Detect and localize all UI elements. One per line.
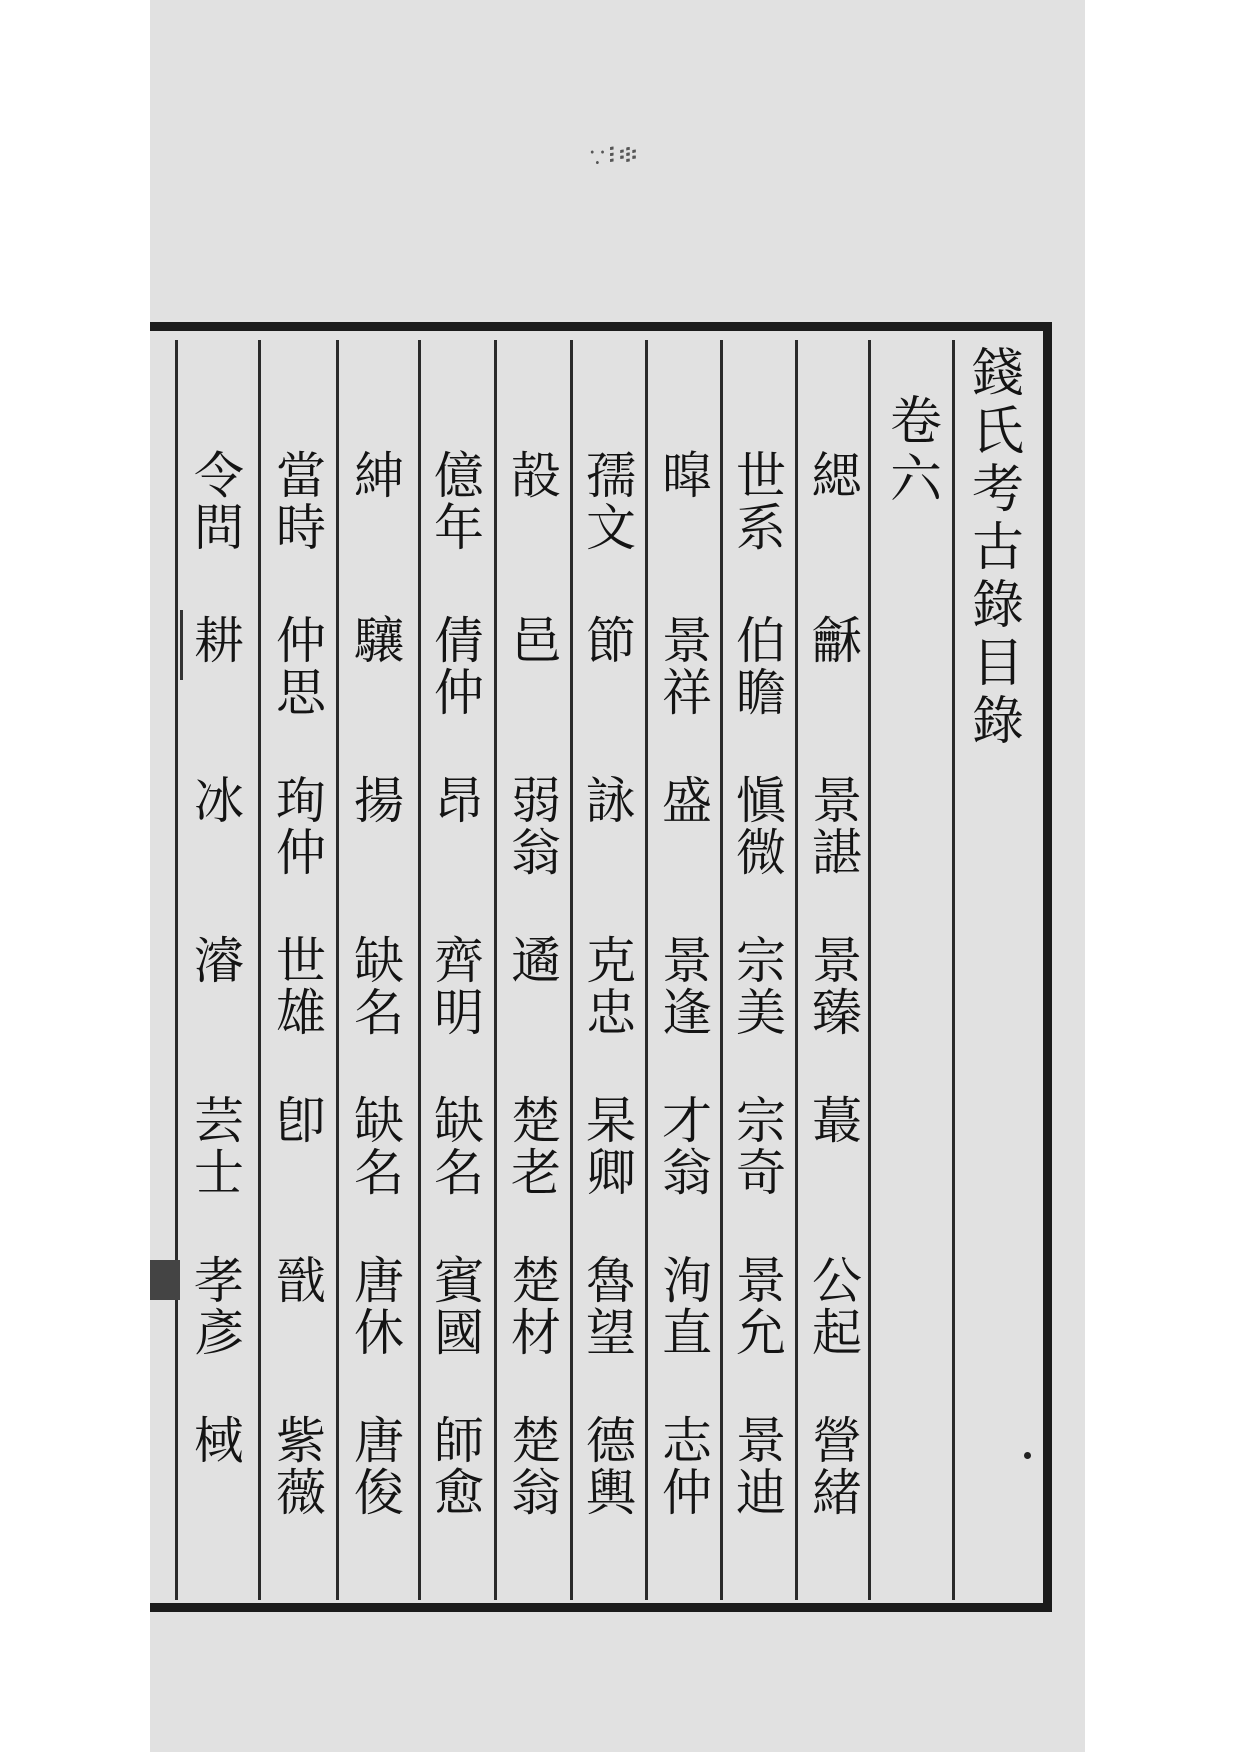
contents-entry: 蕞 (812, 1092, 862, 1150)
contents-entry: 紫 薇 (276, 1412, 326, 1522)
contents-entry: 珣 仲 (276, 772, 326, 882)
divider-line (952, 340, 955, 1600)
fold-margin-block (150, 1260, 180, 1300)
contents-entry: 弱 翁 (511, 772, 561, 882)
contents-entry: 揚 (354, 772, 404, 830)
contents-entry: 景 臻 (812, 932, 862, 1042)
contents-entry: 德 輿 (586, 1412, 636, 1522)
contents-entry: 公 起 (812, 1252, 862, 1362)
contents-entry: 龢 (812, 612, 862, 670)
contents-entry: 芸 士 (194, 1092, 244, 1202)
contents-entry: 伯 瞻 (736, 612, 786, 722)
contents-entry: 仲 思 (276, 612, 326, 722)
contents-entry: 景 諶 (812, 772, 862, 882)
contents-column (420, 355, 498, 1595)
document-title: 錢 氏 考 古 錄 目 錄 (971, 344, 1024, 752)
contents-entry: 㱿 (511, 447, 561, 505)
contents-entry: 孝 彥 (194, 1252, 244, 1362)
contents-entry: 缺 名 (354, 932, 404, 1042)
contents-entry: 景 祥 (662, 612, 712, 722)
contents-entry: 杲 卿 (586, 1092, 636, 1202)
contents-entry: 唐 俊 (354, 1412, 404, 1522)
contents-entry: 倩 仲 (434, 612, 484, 722)
ink-dot (1024, 1452, 1031, 1459)
volume-heading: 卷 六 (889, 392, 942, 510)
contents-entry: 缺 名 (434, 1092, 484, 1202)
contents-entry: 世 系 (736, 447, 786, 557)
contents-entry: 景 允 (736, 1252, 786, 1362)
contents-entry: 世 雄 (276, 932, 326, 1042)
contents-entry: 宗 奇 (736, 1092, 786, 1202)
contents-entry: 令 問 (194, 447, 244, 557)
contents-entry: 宗 美 (736, 932, 786, 1042)
contents-entry: 節 (586, 612, 636, 670)
contents-entry: 戩 (276, 1252, 326, 1310)
contents-column (722, 355, 800, 1595)
contents-entry: 營 緒 (812, 1412, 862, 1522)
contents-column (262, 355, 340, 1595)
contents-entry: 景 迪 (736, 1412, 786, 1522)
contents-column (648, 355, 726, 1595)
contents-entry: 紳 (354, 447, 404, 505)
contents-entry: 冰 (194, 772, 244, 830)
divider-line (258, 340, 261, 1600)
contents-entry: 邑 (511, 612, 561, 670)
contents-entry: 緦 (812, 447, 862, 505)
contents-entry: 昂 (434, 772, 484, 830)
contents-entry: 缺 名 (354, 1092, 404, 1202)
contents-entry: 當 時 (276, 447, 326, 557)
contents-entry: 愼 微 (736, 772, 786, 882)
contents-entry: 濬 (194, 932, 244, 990)
contents-column (180, 355, 258, 1595)
contents-entry: 志 仲 (662, 1412, 712, 1522)
contents-column (572, 355, 650, 1595)
contents-entry: 遹 (511, 932, 561, 990)
contents-entry: 師 愈 (434, 1412, 484, 1522)
contents-column (497, 355, 575, 1595)
contents-entry: 克 忠 (586, 932, 636, 1042)
contents-entry: 孺 文 (586, 447, 636, 557)
contents-entry: 楚 材 (511, 1252, 561, 1362)
contents-entry: 楚 翁 (511, 1412, 561, 1522)
contents-entry: 唐 休 (354, 1252, 404, 1362)
contents-entry: 賓 國 (434, 1252, 484, 1362)
contents-entry: 景 逢 (662, 932, 712, 1042)
contents-column (798, 355, 876, 1595)
top-smudge-mark: ∵፧፨ (590, 140, 642, 170)
contents-entry: 詠 (586, 772, 636, 830)
contents-entry: 盛 (662, 772, 712, 830)
contents-entry: 洵 直 (662, 1252, 712, 1362)
divider-line (175, 340, 178, 1600)
contents-entry: 棫 (194, 1412, 244, 1470)
contents-column (340, 355, 418, 1595)
contents-entry: 耕 (194, 612, 244, 670)
contents-entry: 卽 (276, 1092, 326, 1150)
contents-entry: 億 年 (434, 447, 484, 557)
contents-entry: 暭 (662, 447, 712, 505)
fold-margin-mark (150, 610, 183, 680)
contents-entry: 魯 望 (586, 1252, 636, 1362)
contents-entry: 齊 明 (434, 932, 484, 1042)
contents-entry: 才 翁 (662, 1092, 712, 1202)
contents-entry: 楚 老 (511, 1092, 561, 1202)
contents-entry: 驤 (354, 612, 404, 670)
